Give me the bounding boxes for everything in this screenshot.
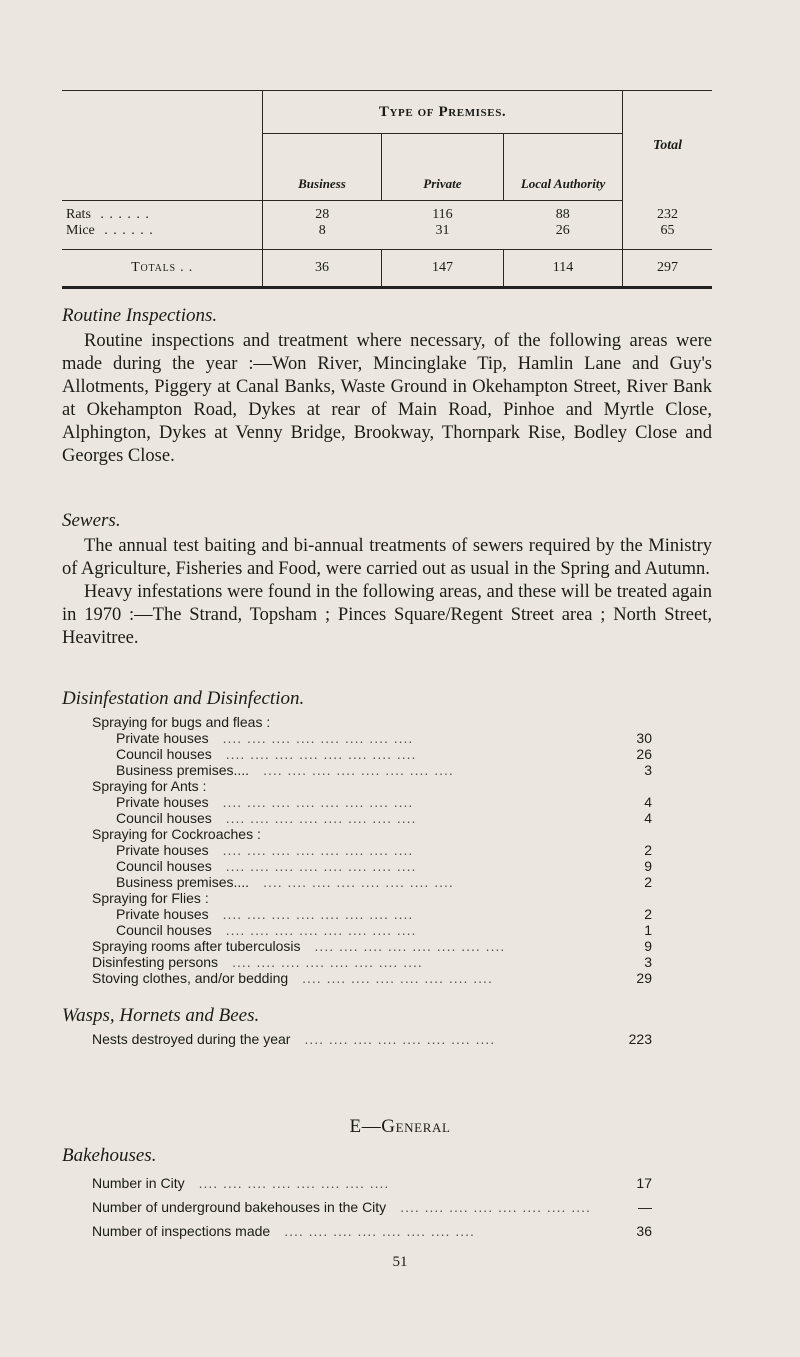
list-item <box>92 1195 652 1219</box>
bakehouses-heading: Bakehouses. <box>62 1145 157 1166</box>
list-item <box>92 1031 652 1047</box>
list-item-value: 1 <box>644 922 652 938</box>
list-item-value: 223 <box>628 1031 652 1047</box>
list-item-value <box>612 890 652 906</box>
table-cell: 26 <box>504 223 623 249</box>
wasps-list <box>92 1031 652 1047</box>
list-item <box>92 714 652 730</box>
list-item-label: Business premises.... <box>116 762 250 778</box>
list-item-value <box>612 778 652 794</box>
list-item-value: 9 <box>644 938 652 954</box>
dot-leader: .... .... .... .... .... .... .... .... <box>225 922 417 938</box>
list-item-label: Private houses <box>116 842 209 858</box>
table-row-label: Rats . . . . . . <box>66 207 150 222</box>
list-item-label: Business premises.... <box>116 874 250 890</box>
table-cell: 8 <box>263 223 382 249</box>
routine-text: Routine inspections and treatment where necessary, of the following areas were made during the year :—Won River, Mincinglake Tip, Hamlin Lane and Guy's Allotments, Piggery at Canal Banks, Waste Ground in Okehampton Street, River Bank at Okehampton Road, Dykes at rear of Main Road, Pinhoe and Myrtle Close, Alphington, Dykes at Venny Bridge, Brookway, Thornpark Rise, Bodley Close and Georges Close. <box>62 331 712 466</box>
list-item <box>92 970 652 986</box>
list-item <box>92 842 652 858</box>
table-cell: 65 <box>622 223 712 249</box>
disinfestation-heading: Disinfestation and Disinfection. <box>62 688 305 709</box>
dot-leader: .... .... .... .... .... .... .... .... <box>225 858 417 874</box>
list-item <box>92 730 652 746</box>
list-item-label: Council houses <box>116 746 212 762</box>
bakehouses-list <box>92 1171 652 1243</box>
dot-leader: .... .... .... .... .... .... .... .... <box>263 874 454 890</box>
table-cell: 116 <box>432 207 453 222</box>
totals-cell: 297 <box>622 249 712 287</box>
totals-label: Totals . . <box>62 249 263 287</box>
dot-leader: .... .... .... .... .... .... .... .... <box>222 730 414 746</box>
list-item-value: 2 <box>644 842 652 858</box>
sewers-paragraphs <box>62 535 712 650</box>
list-item-label: Number of underground bakehouses in the City <box>92 1199 387 1215</box>
list-item-label: Disinfesting persons <box>92 954 219 970</box>
premises-table <box>62 90 712 289</box>
list-item <box>92 762 652 778</box>
dot-leader: .... .... .... .... .... .... .... .... <box>302 970 493 986</box>
dot-leader: .... .... .... .... .... .... .... .... <box>400 1199 591 1215</box>
table-corner-lower <box>62 134 263 201</box>
list-item-label: Council houses <box>116 922 212 938</box>
dot-leader <box>261 826 612 842</box>
section-e-title: E—General <box>349 1116 451 1137</box>
list-item <box>92 906 652 922</box>
dot-leader: .... .... .... .... .... .... .... .... <box>232 954 423 970</box>
list-item <box>92 954 652 970</box>
list-item-value <box>612 714 652 730</box>
list-item-label: Number in City <box>92 1175 185 1191</box>
list-item-label: Spraying for Flies : <box>92 890 209 906</box>
col-business-header: Business <box>263 134 382 201</box>
list-item <box>92 810 652 826</box>
list-item-value: 36 <box>636 1223 652 1239</box>
dot-leader: .... .... .... .... .... .... .... .... <box>222 842 414 858</box>
list-item-value: 29 <box>636 970 652 986</box>
list-item-label: Spraying for Cockroaches : <box>92 826 261 842</box>
list-item-value: 3 <box>644 954 652 970</box>
dot-leader <box>206 778 612 794</box>
list-item-label: Private houses <box>116 906 209 922</box>
list-item-label: Number of inspections made <box>92 1223 271 1239</box>
type-of-premises-header: Type of Premises. <box>263 91 623 134</box>
sewers-heading: Sewers. <box>62 510 121 531</box>
wasps-heading: Wasps, Hornets and Bees. <box>62 1005 260 1026</box>
table-cell: 88 <box>555 207 570 222</box>
list-item-value: 17 <box>636 1175 652 1191</box>
list-item-label: Private houses <box>116 730 209 746</box>
list-item-value <box>612 826 652 842</box>
table-cell: 28 <box>263 201 382 224</box>
table-cell: 232 <box>622 201 712 224</box>
list-item-value: 2 <box>644 906 652 922</box>
list-item-label: Private houses <box>116 794 209 810</box>
list-item <box>92 858 652 874</box>
list-item-value: 26 <box>636 746 652 762</box>
table-row-label: Mice . . . . . . <box>62 223 263 249</box>
list-item-value: 30 <box>636 730 652 746</box>
list-item <box>92 874 652 890</box>
routine-heading: Routine Inspections. <box>62 305 218 326</box>
list-item-label: Spraying for bugs and fleas : <box>92 714 271 730</box>
list-item-value: 9 <box>644 858 652 874</box>
list-item <box>92 1171 652 1195</box>
table-corner <box>62 91 263 134</box>
disinfestation-list <box>92 714 652 986</box>
list-item <box>92 826 652 842</box>
list-item <box>92 938 652 954</box>
table-cell: 31 <box>381 223 503 249</box>
list-item <box>92 922 652 938</box>
totals-cell: 114 <box>504 249 623 287</box>
list-item-label: Spraying rooms after tuberculosis <box>92 938 301 954</box>
dot-leader <box>209 890 612 906</box>
dot-leader <box>270 714 612 730</box>
list-item-value: 2 <box>644 874 652 890</box>
list-item-value: 4 <box>644 810 652 826</box>
dot-leader: .... .... .... .... .... .... .... .... <box>284 1223 475 1239</box>
dot-leader: .... .... .... .... .... .... .... .... <box>225 746 417 762</box>
dot-leader: .... .... .... .... .... .... .... .... <box>263 762 454 778</box>
list-item-value: 4 <box>644 794 652 810</box>
totals-cell: 147 <box>381 249 503 287</box>
dot-leader: .... .... .... .... .... .... .... .... <box>222 906 414 922</box>
page-number: 51 <box>392 1254 408 1270</box>
total-header: Total <box>622 91 712 201</box>
sewers-text-1: The annual test baiting and bi-annual treatments of sewers required by the Ministry of Agriculture, Fisheries and Food, were carried out as usual in the Spring and Autumn. <box>62 536 712 579</box>
totals-cell: 36 <box>263 249 382 287</box>
list-item-value: — <box>638 1199 652 1215</box>
list-item <box>92 746 652 762</box>
dot-leader: .... .... .... .... .... .... .... .... <box>198 1175 390 1191</box>
list-item <box>92 1219 652 1243</box>
col-local-authority-header: Local Authority <box>504 134 623 201</box>
list-item-label: Spraying for Ants : <box>92 778 207 794</box>
list-item-label: Council houses <box>116 810 212 826</box>
dot-leader: .... .... .... .... .... .... .... .... <box>225 810 417 826</box>
dot-leader: .... .... .... .... .... .... .... .... <box>314 938 506 954</box>
col-private-header: Private <box>381 134 503 201</box>
list-item-value: 3 <box>644 762 652 778</box>
list-item-label: Nests destroyed during the year <box>92 1031 291 1047</box>
sewers-text-2: Heavy infestations were found in the following areas, and these will be treated again in 1970 :—The Strand, Topsham ; Pinces Square/Regent Street area ; North Street, Heavitree. <box>62 582 712 648</box>
list-item-label: Council houses <box>116 858 212 874</box>
routine-paragraph <box>62 330 712 468</box>
list-item-label: Stoving clothes, and/or bedding <box>92 970 289 986</box>
dot-leader: .... .... .... .... .... .... .... .... <box>304 1031 496 1047</box>
list-item <box>92 794 652 810</box>
dot-leader: .... .... .... .... .... .... .... .... <box>222 794 414 810</box>
list-item <box>92 778 652 794</box>
list-item <box>92 890 652 906</box>
